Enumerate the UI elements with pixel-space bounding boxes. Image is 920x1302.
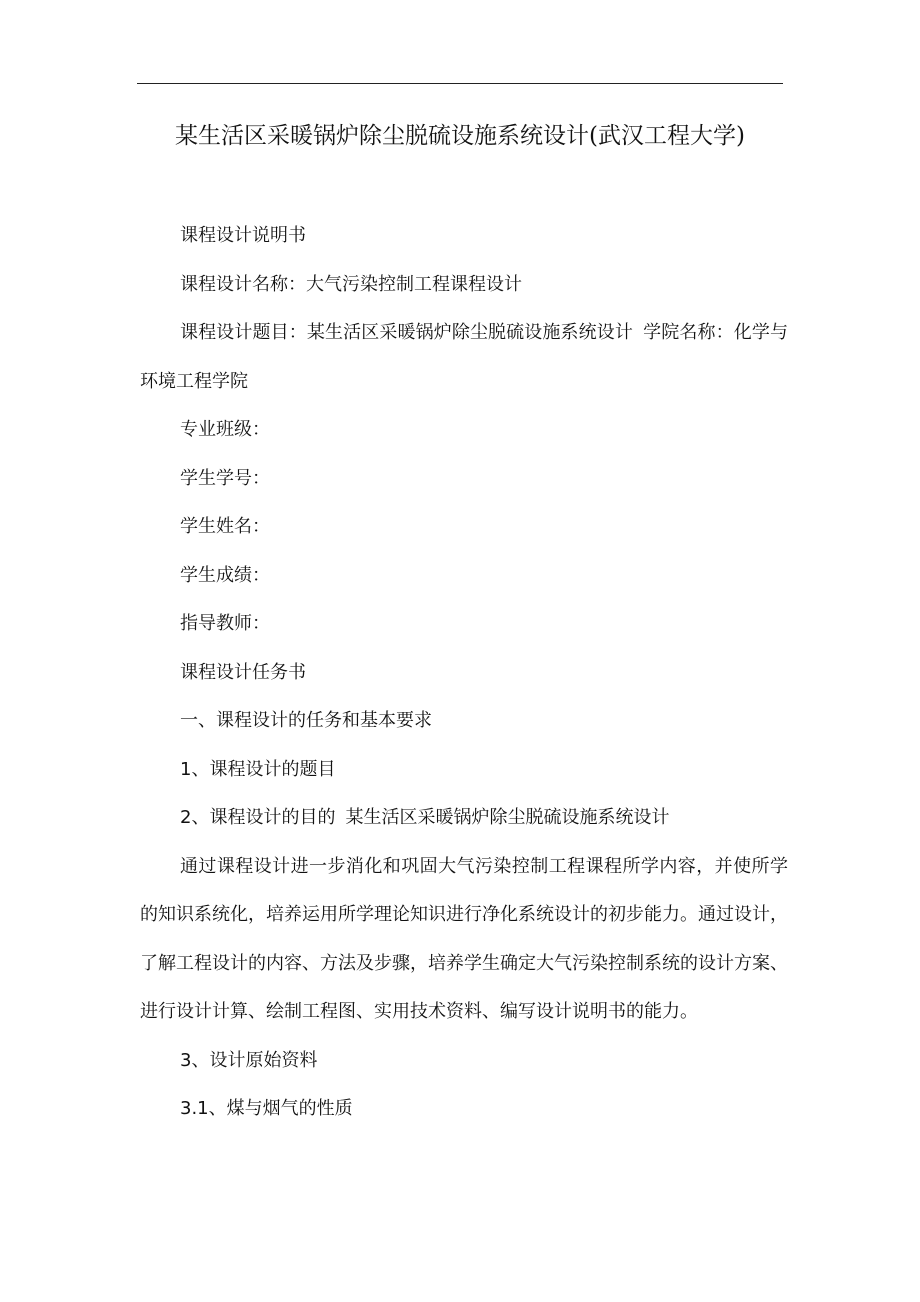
paragraph-student-grade: 学生成绩： (180, 564, 270, 586)
paragraph-advisor: 指导教师： (180, 613, 270, 634)
document-title: 某生活区采暖锅炉除尘脱硫设施系统设计(武汉工程大学) (175, 123, 745, 149)
paragraph-design-manual: 课程设计说明书 (180, 225, 306, 246)
paragraph-design-topic: 1、课程设计的题目 (180, 758, 336, 780)
paragraph-section-1: 一、课程设计的任务和基本要求 (180, 710, 432, 731)
paragraph-student-name: 学生姓名： (180, 516, 270, 537)
paragraph-student-id: 学生学号： (180, 467, 270, 489)
design-purpose-topic: 某生活区采暖锅炉除尘脱硫设施系统设计 (345, 807, 670, 828)
document-body (140, 212, 788, 1134)
paragraph-major-class: 专业班级： (180, 419, 270, 440)
paragraph-course-name: 课程设计名称：大气污染控制工程课程设计 (180, 273, 522, 295)
paragraph-course-topic (140, 309, 788, 406)
paragraph-original-data: 3、设计原始资料 (180, 1049, 318, 1071)
design-purpose-label: 2、课程设计的目的 (180, 807, 336, 828)
paragraph-design-purpose (140, 794, 788, 843)
college-name-text: 学院名称：化学与环境工程学院 (140, 322, 789, 392)
paragraph-task-book: 课程设计任务书 (180, 661, 306, 683)
paragraph-purpose-description: 通过课程设计进一步消化和巩固大气污染控制工程课程所学内容，并使所学的知识系统化，培养运用所学理论知识进行净化系统设计的初步能力。通过设计，了解工程设计的内容、方法及步骤，培养学生确定大气污染控制系统的设计方案、进行设计计算、绘制工程图、实用技术资料、编写设计说明书的能力。 (140, 855, 788, 1022)
paragraph-coal-flue-gas: 3.1、煤与烟气的性质 (180, 1098, 353, 1119)
course-topic-text: 课程设计题目：某生活区采暖锅炉除尘脱硫设施系统设计 (180, 322, 634, 343)
header-rule (137, 83, 783, 84)
